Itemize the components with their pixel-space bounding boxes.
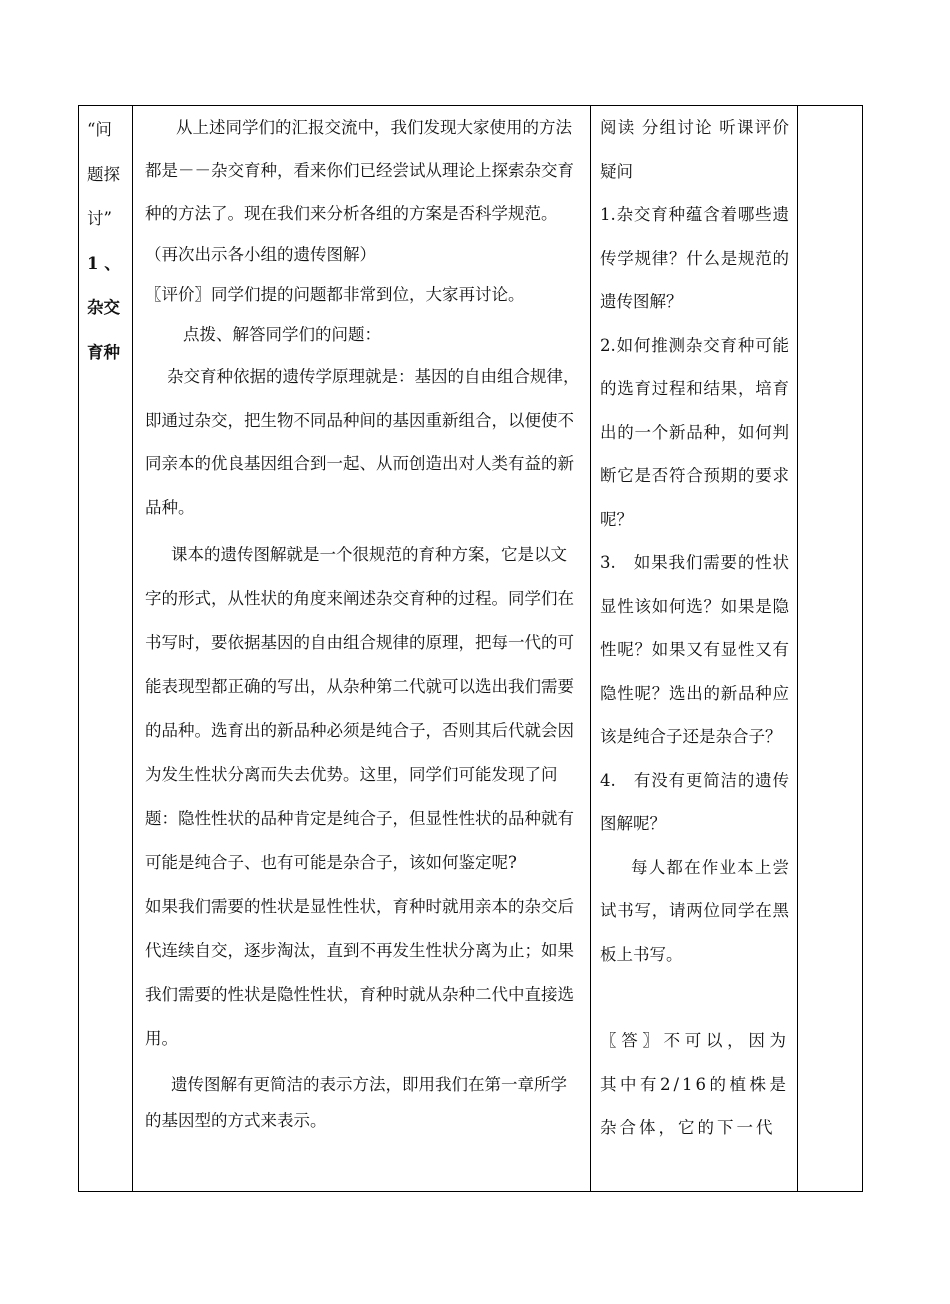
paragraph: 1.杂交育种蕴含着哪些遗传学规律？什么是规范的遗传图解？ [600, 205, 789, 311]
paragraph: 杂交育种依据的遗传学原理就是：基因的自由组合规律，即通过杂交，把生物不同品种间的基因重新组合，以便使不同亲本的优良基因组合到一起、从而创造出对人类有益的新品种。 [145, 367, 580, 517]
lesson-table [78, 105, 863, 1192]
paragraph: （再次出示各小组的遗传图解） [145, 245, 376, 264]
paragraph: 〖评价〗同学们提的问题都非常到位，大家再讨论。 [145, 285, 525, 304]
paragraph: 3. 如果我们需要的性状显性该如何选？如果是隐性呢？如果又有显性又有隐性呢？选出的新品种应该是纯合子还是杂合子？ [600, 553, 789, 746]
paragraph: 4. 有没有更简洁的遗传图解呢？ [600, 770, 789, 833]
section-title-line: 讨” [87, 209, 112, 228]
section-title-line: 育种 [87, 342, 120, 362]
paragraph: 2.如何推测杂交育种可能的选育过程和结果，培育出的一个新品种，如何判断它是否符合预期的要求呢？ [600, 335, 789, 529]
paragraph: 遗传图解有更简洁的表示方法，即用我们在第一章所学的基因型的方式来表示。 [145, 1075, 567, 1130]
paragraph: 〖答〗不可以，因为其中有2/16的植株是杂合体，它的下一代 [600, 1031, 789, 1137]
paragraph: 从上述同学们的汇报交流中，我们发现大家使用的方法都是－－杂交育种，看来你们已经尝试从理论上探索杂交育种的方法了。现在我们来分析各组的方案是否科学规范。 [145, 118, 574, 223]
section-title-line: 题探 [87, 164, 120, 184]
paragraph: 每人都在作业本上尝试书写，请两位同学在黑板上书写。 [600, 857, 789, 964]
section-title-line: “问 [87, 120, 112, 139]
student-activity-cell [591, 106, 798, 1191]
section-title-line: 1 、 [87, 253, 121, 273]
paragraph: 点拨、解答同学们的问题： [183, 325, 381, 344]
paragraph: 如果我们需要的性状是显性性状，育种时就用亲本的杂交后代连续自交，逐步淘汰，直到不再发生性状分离为止；如果我们需要的性状是隐性性状，育种时就从杂种二代中直接选用。 [145, 897, 574, 1048]
spacer [600, 976, 789, 1019]
teacher-activity-cell [133, 106, 591, 1191]
notes-cell [798, 106, 863, 1191]
section-title-cell [79, 106, 133, 1191]
paragraph: 课本的遗传图解就是一个很规范的育种方案，它是以文字的形式，从性状的角度来阐述杂交育种的过程。同学们在书写时，要依据基因的自由组合规律的原理，把每一代的可能表现型都正确的写出，从杂种第二代就可以选出我们需要的品种。选育出的新品种必须是纯合子，否则其后代就会因为发生性状分离而失去优势。这里，同学们可能发现了问题：隐性性状的品种肯定是纯合子，但显性性状的品种就有可能是纯合子、也有可能是杂合子，该如何鉴定呢? [145, 545, 574, 872]
paragraph: 阅读 分组讨论 听课评价 疑问 [600, 118, 789, 181]
section-title-line: 杂交 [87, 298, 120, 317]
